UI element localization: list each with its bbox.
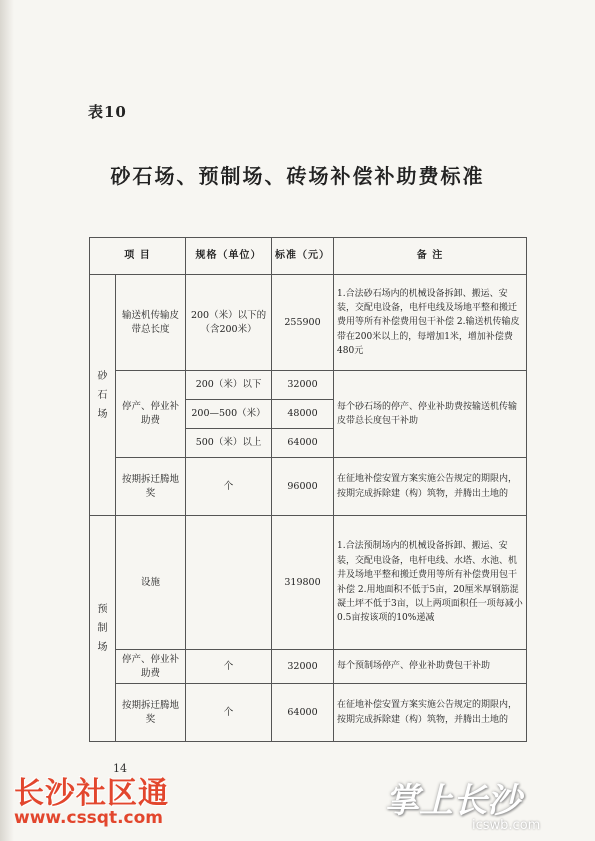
spec-suspension-1: 200（米）以下	[186, 371, 272, 400]
item-facility: 设施	[116, 516, 186, 650]
table-row	[90, 684, 527, 742]
table-header-row	[90, 238, 527, 275]
header-standard: 标准（元）	[272, 238, 334, 275]
spec-suspension-3: 500（米）以上	[186, 429, 272, 458]
table-label: 表10	[88, 103, 127, 121]
item-precast-suspension: 停产、停业补助费	[116, 650, 186, 684]
table-row	[90, 516, 527, 650]
amount-facility: 319800	[272, 516, 334, 650]
item-precast-relocation: 按期拆迁腾地奖	[116, 684, 186, 742]
amount-suspension-2: 48000	[272, 400, 334, 429]
table-row	[90, 275, 527, 371]
watermark-url-right: icswb.com	[472, 818, 541, 833]
note-precast-suspension: 每个预制场停产、停业补助费包干补助	[334, 650, 527, 684]
watermark-url-left: www.cssqt.com	[14, 808, 164, 828]
spec-sandstone-relocation: 个	[186, 458, 272, 516]
note-precast-relocation: 在征地补偿安置方案实施公告规定的期限内，按期完成拆除建（构）筑物，并腾出土地的	[334, 684, 527, 742]
amount-precast-suspension: 32000	[272, 650, 334, 684]
spec-facility	[186, 516, 272, 650]
table-row	[90, 458, 527, 516]
page-edge-shadow	[0, 0, 14, 841]
header-item: 项 目	[90, 238, 186, 275]
header-spec: 规格（单位）	[186, 238, 272, 275]
amount-suspension-3: 64000	[272, 429, 334, 458]
note-conveyor: 1.合法砂石场内的机械设备拆卸、搬运、安装，交配电设备，电杆电线及场地平整和搬迁费用等所有补偿费用包干补偿 2.输送机传输皮带在200米以上的，每增加1米，增加补偿费480元	[334, 275, 527, 371]
amount-suspension-1: 32000	[272, 371, 334, 400]
table-row	[90, 371, 527, 400]
note-sandstone-suspension: 每个砂石场的停产、停业补助费按输送机传输皮带总长度包干补助	[334, 371, 527, 458]
spec-precast-relocation: 个	[186, 684, 272, 742]
note-facility: 1.合法预制场内的机械设备拆卸、搬运、安装，交配电设备，电杆电线、水塔、水池、机井及场地平整和搬迁费用等所有补偿费用包干补偿 2.用地面积不低于5亩，20厘米厚钢筋混凝土坪不低于3亩，以上两项面积任一项每减小0.5亩按该项的10%递减	[334, 516, 527, 650]
watermark-logo-left: 长沙社区通	[14, 776, 169, 811]
compensation-table	[89, 237, 527, 742]
item-conveyor: 输送机传输皮带总长度	[116, 275, 186, 371]
spec-precast-suspension: 个	[186, 650, 272, 684]
category-precast: 预制场	[90, 516, 116, 742]
watermark-logo-right: 掌上长沙	[385, 781, 521, 821]
amount-conveyor: 255900	[272, 275, 334, 371]
amount-precast-relocation: 64000	[272, 684, 334, 742]
page-number: 14	[113, 762, 127, 775]
item-sandstone-suspension: 停产、停业补助费	[116, 371, 186, 458]
header-note: 备 注	[334, 238, 527, 275]
category-sandstone: 砂石场	[90, 275, 116, 516]
table-row	[90, 650, 527, 684]
item-sandstone-relocation: 按期拆迁腾地奖	[116, 458, 186, 516]
spec-conveyor: 200（米）以下的（含200米）	[186, 275, 272, 371]
document-title: 砂石场、预制场、砖场补偿补助费标准	[110, 164, 485, 188]
amount-sandstone-relocation: 96000	[272, 458, 334, 516]
note-sandstone-relocation: 在征地补偿安置方案实施公告规定的期限内，按期完成拆除建（构）筑物，并腾出土地的	[334, 458, 527, 516]
spec-suspension-2: 200—500（米）	[186, 400, 272, 429]
